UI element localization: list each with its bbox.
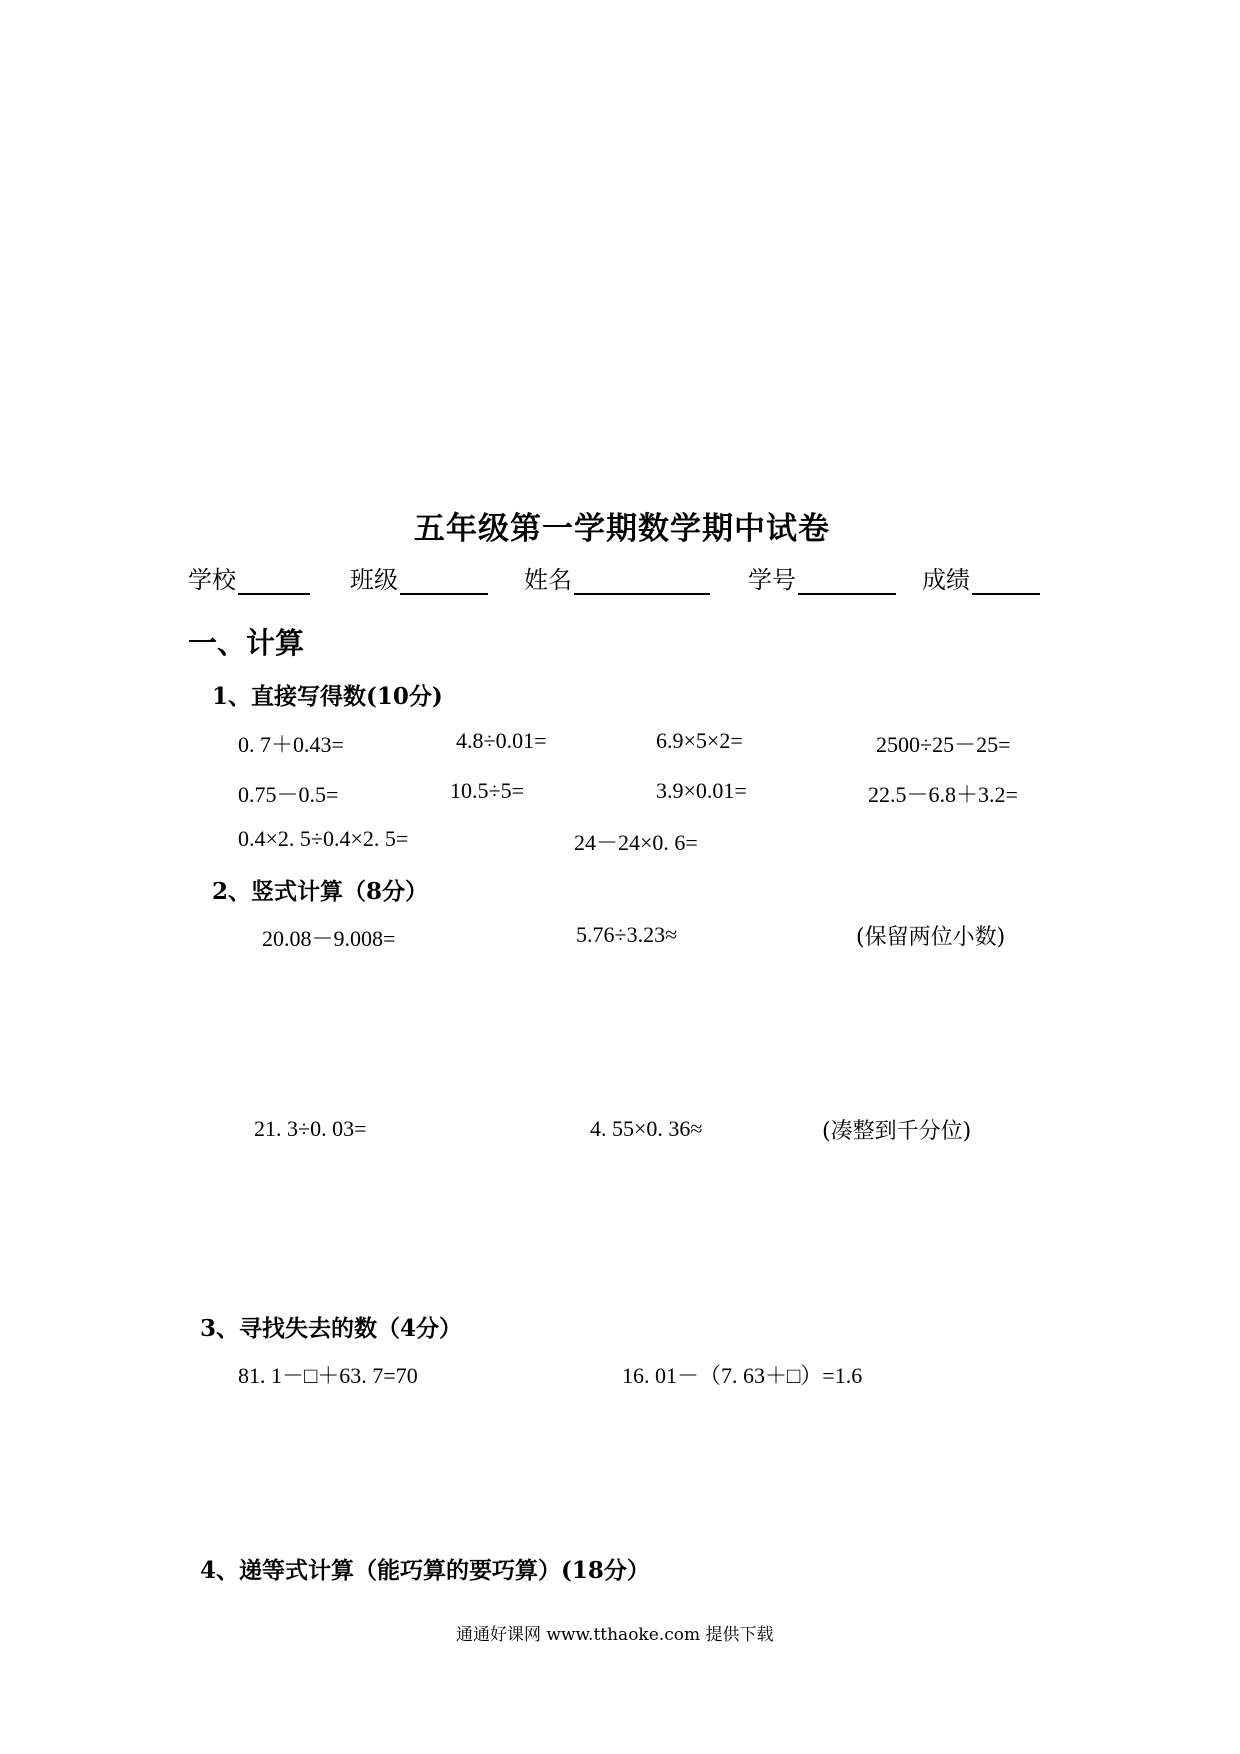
score-label: 成绩 [922, 566, 970, 594]
name-field [524, 560, 710, 595]
q1-heading: 1、直接写得数(10分) [212, 683, 443, 710]
q2-expr: 21. 3÷0. 03= [254, 1116, 367, 1141]
q2-rounding-note: (保留两位小数) [856, 925, 1006, 950]
q1-expr: 3.9×0.01= [656, 778, 747, 803]
q1-expr: 10.5÷5= [450, 778, 524, 803]
q2-expr: 4. 55×0. 36≈ [590, 1116, 703, 1141]
q1-expr: 0. 7＋0.43= [238, 732, 344, 757]
name-label: 姓名 [524, 566, 572, 594]
q4-heading: 4、递等式计算（能巧算的要巧算）(18分） [200, 1557, 650, 1584]
class-label: 班级 [350, 566, 398, 594]
score-blank[interactable] [972, 569, 1040, 595]
q2-rounding-note: (凑整到千分位) [822, 1119, 972, 1144]
q3-expr: 81. 1－□＋63. 7=70 [238, 1363, 418, 1388]
school-label: 学校 [188, 566, 236, 594]
q1-expr: 6.9×5×2= [656, 728, 743, 753]
student-id-field [748, 560, 896, 595]
student-id-blank[interactable] [798, 569, 896, 595]
student-id-label: 学号 [748, 566, 796, 594]
page-title: 五年级第一学期数学期中试卷 [414, 511, 830, 547]
q1-expr: 4.8÷0.01= [456, 728, 547, 753]
q3-expr: 16. 01－（7. 63＋□）=1.6 [622, 1363, 863, 1388]
class-field [350, 560, 488, 595]
q2-expr: 20.08－9.008= [262, 926, 396, 951]
q2-heading: 2、竖式计算（8分） [212, 878, 429, 905]
footer-text: 通通好课网 www.tthaoke.com 提供下载 [456, 1625, 774, 1645]
section1-heading: 一、计算 [188, 626, 305, 660]
name-blank[interactable] [574, 569, 710, 595]
school-field [188, 560, 310, 595]
q1-expr: 0.75－0.5= [238, 782, 339, 807]
q1-expr: 22.5－6.8＋3.2= [868, 782, 1018, 807]
q1-expr: 24－24×0. 6= [574, 830, 698, 855]
score-field [922, 560, 1040, 595]
q3-heading: 3、寻找失去的数（4分） [200, 1315, 463, 1342]
q2-expr: 5.76÷3.23≈ [576, 922, 678, 947]
q1-expr: 0.4×2. 5÷0.4×2. 5= [238, 826, 409, 851]
school-blank[interactable] [238, 569, 310, 595]
q1-expr: 2500÷25－25= [876, 732, 1011, 757]
class-blank[interactable] [400, 569, 488, 595]
